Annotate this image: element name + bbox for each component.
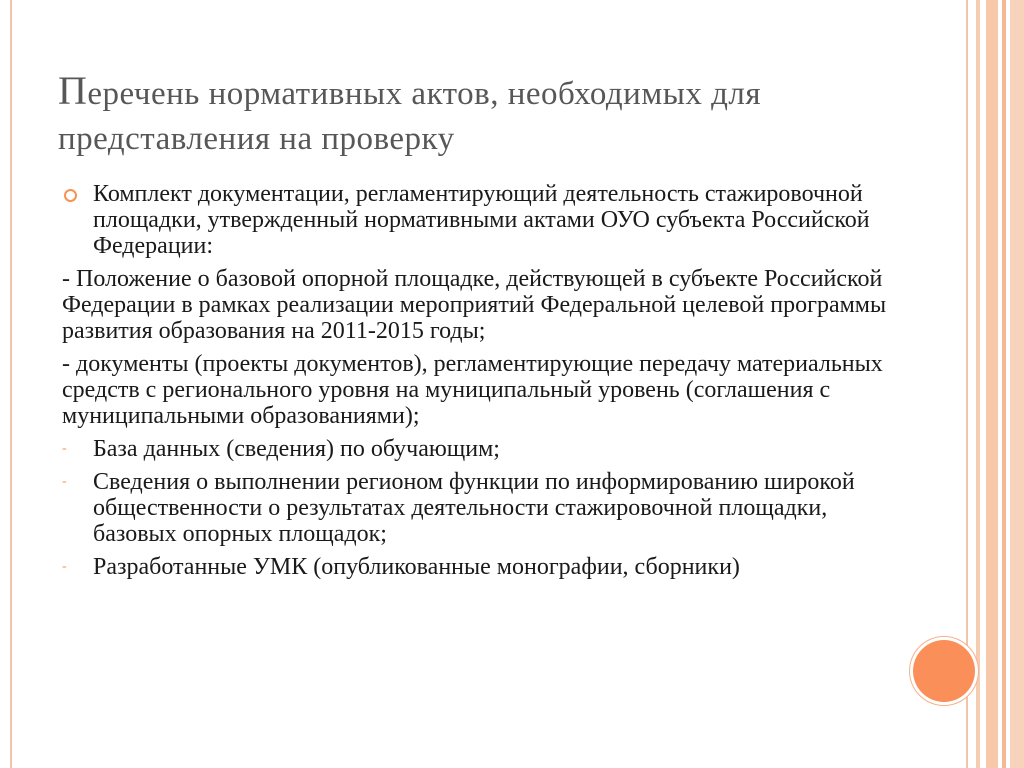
list-item	[62, 351, 902, 429]
decorative-stripe	[976, 0, 980, 768]
list-item	[62, 181, 902, 259]
slide-body	[62, 181, 902, 587]
dash-bullet: -	[62, 559, 67, 574]
circle-bullet-icon	[64, 189, 77, 202]
dash-bullet: -	[62, 441, 67, 456]
list-item-text: - документы (проекты документов), регламентирующие передачу материальных средств с регионального уровня на муниципальный уровень (соглашения с муниципальными образованиями);	[62, 351, 883, 429]
decorative-circle	[913, 640, 975, 702]
decorative-stripe	[1002, 0, 1006, 768]
slide-title	[58, 68, 958, 162]
title-first-letter: П	[58, 68, 88, 113]
list-item	[62, 266, 902, 344]
list-item-text: - Положение о базовой опорной площадке, действующей в субъекте Российской Федерации в рамках реализации мероприятий Федеральной целевой программы развития образования на 2011-2015 годы;	[62, 266, 887, 344]
list-item	[62, 436, 902, 462]
list-item-text: Разработанные УМК (опубликованные монографии, сборники)	[93, 554, 740, 580]
dash-bullet: -	[62, 474, 67, 489]
list-item-text: Сведения о выполнении регионом функции по информированию широкой общественности о результатах деятельности стажировочной площадки, базовых опорных площадок;	[93, 469, 855, 547]
list-item-text: Комплект документации, регламентирующий деятельность стажировочной площадки, утвержденный нормативными актами ОУО субъекта Российской Федерации:	[93, 181, 870, 259]
decorative-stripe	[1010, 0, 1024, 768]
list-item-text: База данных (сведения) по обучающим;	[93, 436, 500, 462]
title-text: еречень нормативных актов, необходимых для представления на проверку	[58, 76, 762, 157]
list-item	[62, 469, 902, 547]
decorative-stripe	[986, 0, 998, 768]
list-item	[62, 554, 902, 580]
